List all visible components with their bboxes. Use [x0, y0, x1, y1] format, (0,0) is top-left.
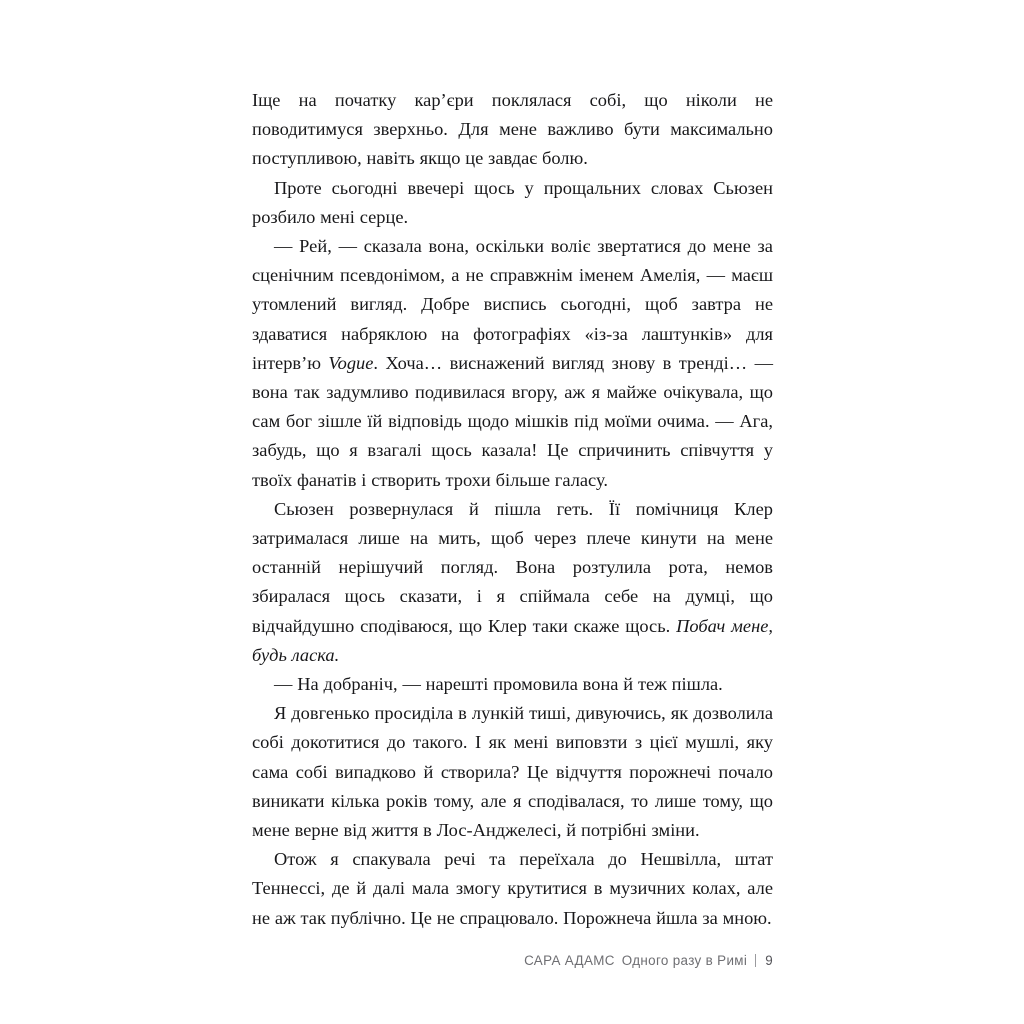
paragraph-text: Отож я спакувала речі та переїхала до Нешвілла, штат Теннессі, де й далі мала змогу крутитися в музичних колах, але не аж так публічно. Це не спрацювало. Порожнеча йшла за мною.: [252, 849, 773, 928]
body-paragraph: [252, 174, 773, 232]
paragraph-text: — На добраніч, — нарешті промовила вона й теж пішла.: [274, 674, 723, 695]
running-footer: [252, 952, 773, 970]
body-paragraph: [252, 495, 773, 670]
paragraph-text: Сьюзен розвернулася й пішла геть. Її помічниця Клер затрималася лише на мить, щоб через плече кинути на мене останній нерішучий погляд. Вона розтулила рота, немов збиралася щось сказати, і я спіймала себе на думці, що відчайдушно сподіваюся, що Клер таки скаже щось.: [252, 498, 773, 636]
paragraph-text: Іще на початку кар’єри поклялася собі, що ніколи не поводитимуся зверхньо. Для мене важливо бути максимально поступливою, навіть якщо це завдає болю.: [252, 90, 773, 169]
page-text-column: [252, 86, 773, 933]
footer-separator-rule: [755, 954, 756, 967]
footer-book-title: Одного разу в Римі: [621, 953, 748, 968]
paragraph-text: . Хоча… виснажений вигляд знову в тренді… — вона так задумливо подивилася вгору, аж я майже очікувала, що сам бог зішле їй відповідь щодо мішків під моїми очима. — Ага, забудь, що я взагалі щось казала! Це спричинить співчуття у твоїх фанатів і створить трохи більше галасу.: [252, 352, 774, 490]
body-paragraph: [252, 699, 773, 845]
emphasis-text: Побач мене, будь ласка.: [252, 615, 773, 665]
body-paragraph: [252, 845, 773, 933]
emphasis-text: Vogue: [328, 352, 374, 373]
body-paragraph: [252, 670, 773, 699]
body-paragraph: [252, 232, 773, 495]
body-paragraph: [252, 86, 773, 174]
page-number: 9: [765, 953, 773, 968]
paragraph-text: Я довгенько просиділа в лункій тиші, дивуючись, як дозволила собі докотитися до такого. І як мені виповзти з цієї мушлі, яку сама собі випадково й створила? Це відчуття порожнечі почало виникати кілька років тому, але я сподівалася, то лише тому, що мене верне від життя в Лос-Анджелесі, й потрібні зміни.: [252, 703, 773, 841]
paragraph-text: — Рей, — сказала вона, оскільки воліє звертатися до мене за сценічним псевдонімом, а не справжнім іменем Амелія, — маєш утомлений вигляд. Добре виспись сьогодні, щоб завтра не здаватися набряклою на фотографіях «із-за лаштунків» для інтерв’ю: [252, 236, 773, 373]
footer-author: САРА АДАМС: [524, 953, 615, 968]
paragraph-text: Проте сьогодні ввечері щось у прощальних словах Сьюзен розбило мені серце.: [252, 177, 773, 227]
